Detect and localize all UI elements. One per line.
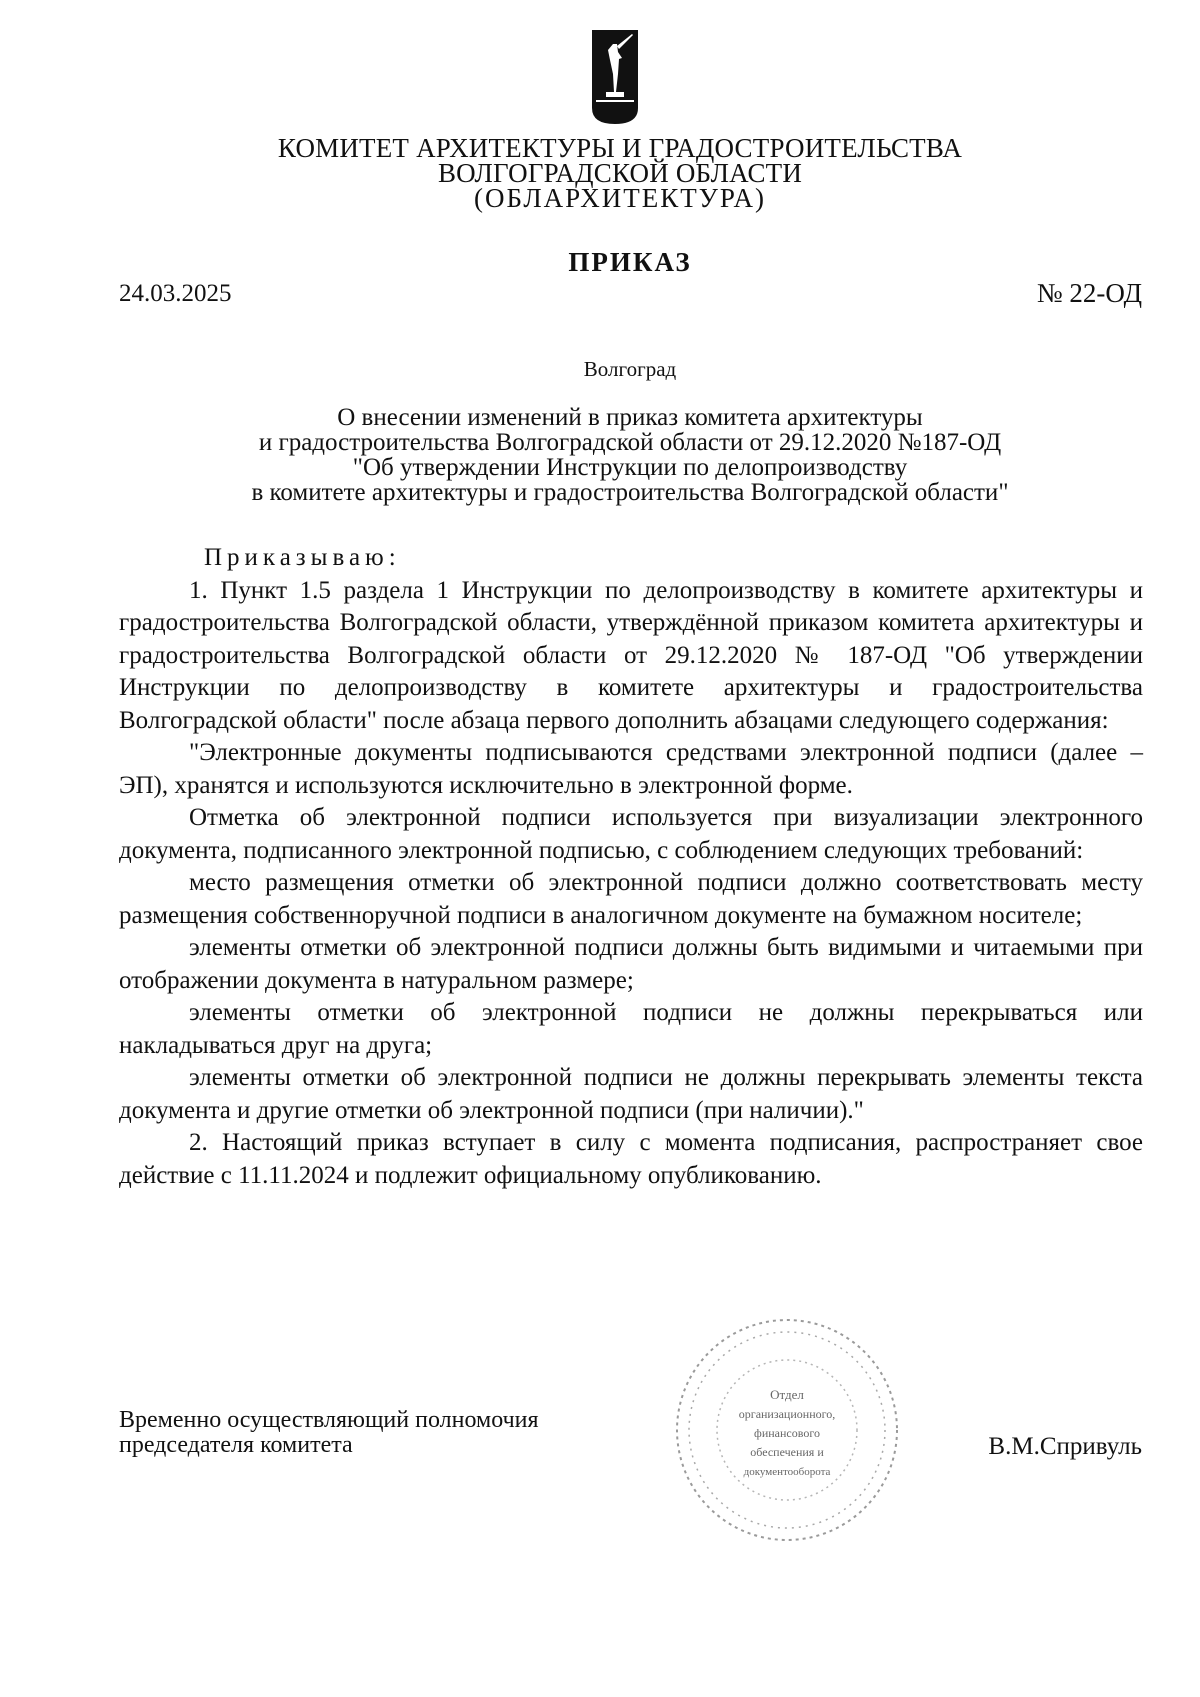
stamp-text-line: обеспечения и [750, 1445, 824, 1459]
signer-name: В.М.Спривуль [988, 1433, 1142, 1460]
body-paragraph: элементы отметки об электронной подписи должны быть видимыми и читаемыми при отображении документа в натуральном размере; [119, 934, 1143, 994]
stamp-text-line: финансового [754, 1426, 820, 1440]
subject-line: и градостроительства Волгоградской области от 29.12.2020 №187-ОД [258, 429, 1002, 456]
org-name-line2: ВОЛГОГРАДСКОЙ ОБЛАСТИ [437, 158, 803, 188]
body-paragraph: элементы отметки об электронной подписи не должны перекрывать элементы текста документа и другие отметки об электронной подписи (при наличии)." [119, 1064, 1143, 1124]
order-number: № 22-ОД [1036, 278, 1142, 308]
subject-line: "Об утверждении Инструкции по делопроизводству [352, 454, 908, 481]
signer-position [119, 1408, 539, 1458]
body-paragraph: элементы отметки об электронной подписи не должны перекрываться или накладываться друг на друга; [119, 999, 1143, 1059]
order-directive: Приказываю: [204, 544, 401, 571]
stamp-text-line: Отдел [770, 1387, 804, 1402]
order-body [119, 542, 1143, 1192]
org-name-line1: КОМИТЕТ АРХИТЕКТУРЫ И ГРАДОСТРОИТЕЛЬСТВА [277, 133, 963, 163]
signer-position-line: председателя комитета [119, 1432, 353, 1458]
body-paragraph: 1. Пункт 1.5 раздела 1 Инструкции по делопроизводству в комитете архитектуры и градостроительства Волгоградской области, утверждённой приказом комитета архитектуры и градостроительства Волгоградской области от 29.12.2020 № 187-ОД "Об утверждении Инструкции по делопроизводству в комитете архитектуры и градостроительства Волгоградской области" после абзаца первого дополнить абзацами следующего содержания: [119, 576, 1143, 734]
stamp-text-line: организационного, [738, 1407, 836, 1421]
stamp-text-line: документооборота [743, 1466, 831, 1478]
signer-position-line: Временно осуществляющий полномочия [119, 1407, 539, 1433]
subject-line: в комитете архитектуры и градостроительства Волгоградской области" [251, 479, 1009, 506]
order-city: Волгоград [583, 357, 677, 381]
coat-of-arms-icon [592, 30, 638, 124]
body-paragraph: "Электронные документы подписываются средствами электронной подписи (далее – ЭП), хранятся и используются исключительно в электронной форме. [119, 739, 1143, 799]
document-title: ПРИКАЗ [568, 247, 692, 277]
subject-line: О внесении изменений в приказ комитета архитектуры [337, 404, 923, 431]
order-date: 24.03.2025 [119, 280, 232, 307]
body-paragraph: место размещения отметки об электронной подписи должно соответствовать месту размещения собственноручной подписи в аналогичном документе на бумажном носителе; [119, 869, 1143, 929]
org-name-abbrev: (ОБЛАРХИТЕКТУРА) [474, 183, 766, 213]
round-seal-stamp-icon [672, 1315, 902, 1545]
order-subject [150, 405, 1110, 505]
body-paragraph: 2. Настоящий приказ вступает в силу с момента подписания, распространяет свое действие с 11.11.2024 и подлежит официальному опубликованию. [119, 1129, 1143, 1189]
body-paragraph: Отметка об электронной подписи используется при визуализации электронного документа, подписанного электронной подписью, с соблюдением следующих требований: [119, 804, 1143, 864]
